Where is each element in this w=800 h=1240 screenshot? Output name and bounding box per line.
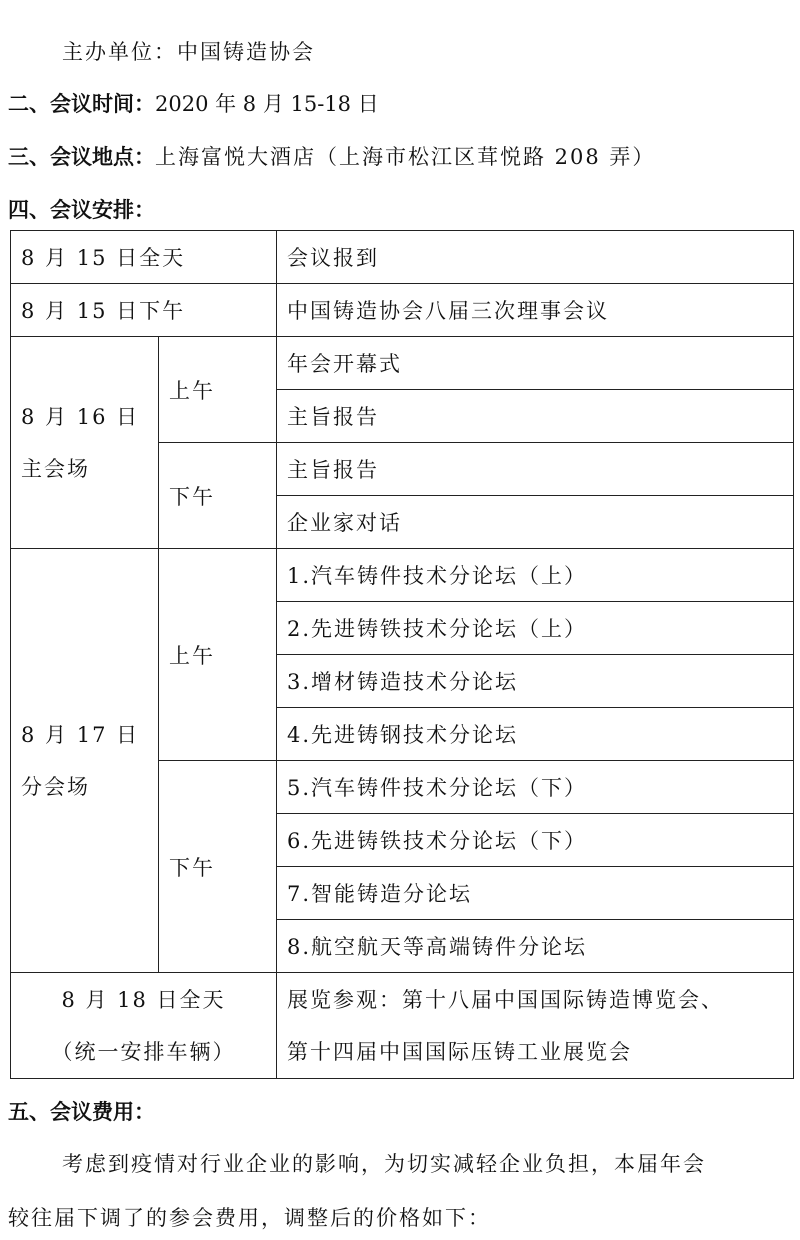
agenda-cell: 8.航空航天等高端铸件分论坛 — [277, 920, 794, 973]
table-row — [11, 973, 794, 1079]
time-value: 2020 年 8 月 15-18 日 — [155, 92, 379, 116]
agenda-cell: 3.增材铸造技术分论坛 — [277, 655, 794, 708]
agenda-cell: 会议报到 — [277, 231, 794, 284]
date-cell-aug18 — [11, 973, 277, 1079]
date-cell: 8 月 15 日下午 — [11, 284, 277, 337]
agenda-cell: 主旨报告 — [277, 443, 794, 496]
period-cell-am: 上午 — [159, 337, 277, 443]
exhibition-line: 第十四届中国国际压铸工业展览会 — [287, 1039, 633, 1064]
fee-heading: 五、会议费用： — [8, 1100, 155, 1124]
agenda-cell: 4.先进铸钢技术分论坛 — [277, 708, 794, 761]
agenda-cell: 年会开幕式 — [277, 337, 794, 390]
table-row — [11, 284, 794, 337]
place-heading: 三、会议地点： — [8, 145, 155, 169]
table-row — [11, 231, 794, 284]
agenda-cell: 2.先进铸铁技术分论坛（上） — [277, 602, 794, 655]
venue-line: 分会场 — [21, 774, 90, 799]
time-heading: 二、会议时间： — [8, 92, 155, 116]
agenda-cell: 中国铸造协会八届三次理事会议 — [277, 284, 794, 337]
table-row — [11, 549, 794, 602]
date-cell-aug16 — [11, 337, 159, 549]
exhibition-line: 展览参观：第十八届中国国际铸造博览会、 — [287, 987, 725, 1012]
date-cell: 8 月 15 日全天 — [11, 231, 277, 284]
period-cell-pm: 下午 — [159, 443, 277, 549]
organizer-line: 主办单位：中国铸造协会 — [62, 40, 315, 64]
fee-paragraph-line: 较往届下调了的参会费用，调整后的价格如下： — [8, 1206, 491, 1230]
meeting-time-line — [8, 89, 379, 119]
transport-note: （统一安排车辆） — [51, 1039, 236, 1064]
date-line: 8 月 18 日全天 — [61, 987, 226, 1012]
period-cell-pm: 下午 — [159, 761, 277, 973]
place-value: 上海富悦大酒店（上海市松江区茸悦路 208 弄） — [155, 145, 656, 169]
agenda-cell: 企业家对话 — [277, 496, 794, 549]
meeting-place-line — [8, 142, 655, 172]
agenda-cell: 1.汽车铸件技术分论坛（上） — [277, 549, 794, 602]
date-line: 8 月 16 日 — [21, 404, 140, 429]
agenda-cell: 主旨报告 — [277, 390, 794, 443]
period-cell-am: 上午 — [159, 549, 277, 761]
fee-paragraph-line: 考虑到疫情对行业企业的影响，为切实减轻企业负担，本届年会 — [62, 1152, 706, 1176]
agenda-cell: 6.先进铸铁技术分论坛（下） — [277, 814, 794, 867]
agenda-cell: 5.汽车铸件技术分论坛（下） — [277, 761, 794, 814]
date-line: 8 月 17 日 — [21, 722, 140, 747]
table-row — [11, 337, 794, 390]
schedule-heading: 四、会议安排： — [8, 198, 155, 222]
agenda-cell: 7.智能铸造分论坛 — [277, 867, 794, 920]
date-cell-aug17 — [11, 549, 159, 973]
venue-line: 主会场 — [21, 456, 90, 481]
agenda-cell-exhibition — [277, 973, 794, 1079]
schedule-table — [10, 230, 794, 1079]
